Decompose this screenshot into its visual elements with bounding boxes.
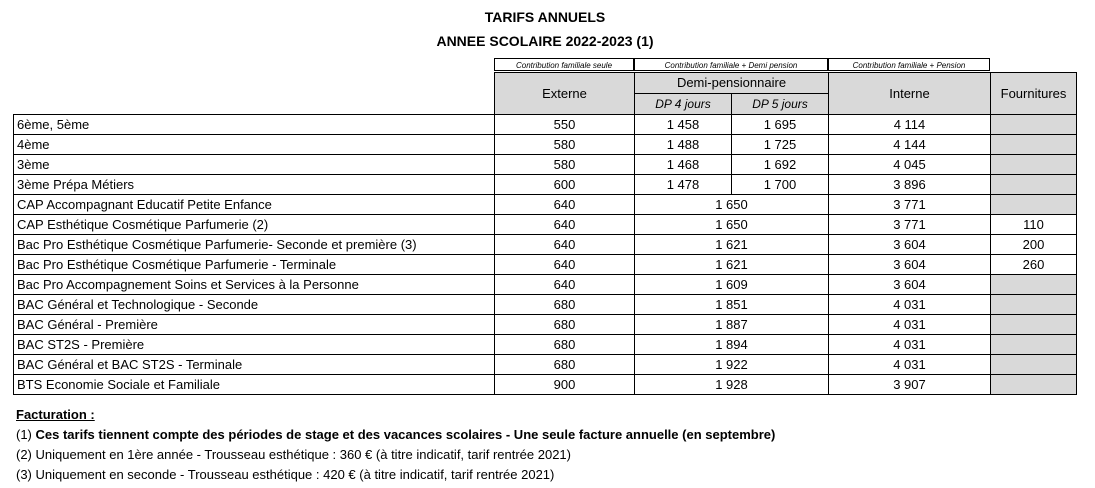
header-fournitures: Fournitures (991, 73, 1077, 115)
cell-dp-4-jours: 1 458 (635, 115, 732, 135)
cell-demi-pension: 1 851 (635, 295, 829, 315)
cell-fournitures (991, 115, 1077, 135)
cell-dp-5-jours: 1 692 (732, 155, 829, 175)
table-row (14, 315, 1077, 335)
cell-dp-5-jours: 1 725 (732, 135, 829, 155)
note-1 (16, 425, 775, 445)
cell-fournitures (991, 275, 1077, 295)
cell-fournitures (991, 355, 1077, 375)
subheader-interne: Contribution familiale + Pension (828, 58, 990, 71)
cell-demi-pension: 1 928 (635, 375, 829, 395)
cell-externe: 550 (495, 115, 635, 135)
header-demi-pensionnaire: Demi-pensionnaire (635, 73, 829, 94)
cell-externe: 680 (495, 355, 635, 375)
header-spacer (14, 73, 495, 115)
header-interne: Interne (829, 73, 991, 115)
title-line-2: ANNEE SCOLAIRE 2022-2023 (1) (436, 33, 654, 49)
header-dp-5-jours: DP 5 jours (732, 94, 829, 115)
cell-fournitures: 200 (991, 235, 1077, 255)
cell-interne: 4 031 (829, 315, 991, 335)
cell-interne: 4 114 (829, 115, 991, 135)
cell-externe: 680 (495, 295, 635, 315)
row-label: BAC ST2S - Première (14, 335, 495, 355)
cell-externe: 900 (495, 375, 635, 395)
cell-fournitures (991, 375, 1077, 395)
header-dp-4-jours: DP 4 jours (635, 94, 732, 115)
table-body (14, 115, 1077, 395)
cell-demi-pension: 1 621 (635, 255, 829, 275)
cell-externe: 580 (495, 155, 635, 175)
cell-dp-4-jours: 1 488 (635, 135, 732, 155)
header-externe: Externe (495, 73, 635, 115)
cell-demi-pension: 1 887 (635, 315, 829, 335)
cell-externe: 640 (495, 235, 635, 255)
table-row (14, 355, 1077, 375)
cell-fournitures (991, 135, 1077, 155)
row-label: 6ème, 5ème (14, 115, 495, 135)
row-label: CAP Accompagnant Educatif Petite Enfance (14, 195, 495, 215)
cell-fournitures (991, 155, 1077, 175)
table-row (14, 255, 1077, 275)
cell-dp-5-jours: 1 695 (732, 115, 829, 135)
row-label: CAP Esthétique Cosmétique Parfumerie (2) (14, 215, 495, 235)
cell-externe: 640 (495, 195, 635, 215)
cell-fournitures (991, 195, 1077, 215)
row-label: 4ème (14, 135, 495, 155)
cell-interne: 3 896 (829, 175, 991, 195)
notes-heading: Facturation : (16, 407, 95, 422)
cell-interne: 3 604 (829, 255, 991, 275)
cell-interne: 3 907 (829, 375, 991, 395)
row-label: 3ème Prépa Métiers (14, 175, 495, 195)
cell-fournitures (991, 175, 1077, 195)
cell-demi-pension: 1 621 (635, 235, 829, 255)
cell-externe: 680 (495, 315, 635, 335)
note-1-text: Ces tarifs tiennent compte des périodes de stage et des vacances scolaires - Une seule facture annuelle (en septembre) (35, 427, 776, 442)
tariffs-table (13, 72, 1077, 395)
cell-demi-pension: 1 609 (635, 275, 829, 295)
row-label: Bac Pro Esthétique Cosmétique Parfumerie - Terminale (14, 255, 495, 275)
cell-interne: 4 031 (829, 335, 991, 355)
cell-demi-pension: 1 894 (635, 335, 829, 355)
cell-interne: 4 031 (829, 295, 991, 315)
cell-interne: 3 771 (829, 195, 991, 215)
cell-externe: 640 (495, 215, 635, 235)
cell-interne: 4 144 (829, 135, 991, 155)
table-row (14, 215, 1077, 235)
table-row (14, 115, 1077, 135)
billing-notes (16, 405, 775, 485)
row-label: BAC Général et Technologique - Seconde (14, 295, 495, 315)
title-line-1: TARIFS ANNUELS (484, 9, 606, 25)
cell-fournitures (991, 315, 1077, 335)
row-label: BAC Général - Première (14, 315, 495, 335)
cell-externe: 600 (495, 175, 635, 195)
subheader-externe: Contribution familiale seule (494, 58, 634, 71)
table-row (14, 375, 1077, 395)
cell-fournitures (991, 335, 1077, 355)
cell-fournitures (991, 295, 1077, 315)
cell-fournitures: 110 (991, 215, 1077, 235)
row-label: BTS Economie Sociale et Familiale (14, 375, 495, 395)
note-3: (3) Uniquement en seconde - Trousseau esthétique : 420 € (à titre indicatif, tarif rentrée 2021) (16, 467, 555, 482)
cell-interne: 4 031 (829, 355, 991, 375)
cell-dp-4-jours: 1 478 (635, 175, 732, 195)
row-label: Bac Pro Esthétique Cosmétique Parfumerie- Seconde et première (3) (14, 235, 495, 255)
row-label: BAC Général et BAC ST2S - Terminale (14, 355, 495, 375)
cell-fournitures: 260 (991, 255, 1077, 275)
note-2: (2) Uniquement en 1ère année - Trousseau esthétique : 360 € (à titre indicatif, tarif rentrée 2021) (16, 447, 571, 462)
table-row (14, 275, 1077, 295)
table-row (14, 235, 1077, 255)
cell-dp-5-jours: 1 700 (732, 175, 829, 195)
cell-externe: 640 (495, 275, 635, 295)
cell-demi-pension: 1 922 (635, 355, 829, 375)
table-row (14, 155, 1077, 175)
cell-interne: 4 045 (829, 155, 991, 175)
row-label: Bac Pro Accompagnement Soins et Services à la Personne (14, 275, 495, 295)
cell-externe: 580 (495, 135, 635, 155)
table-row (14, 175, 1077, 195)
table-row (14, 335, 1077, 355)
table-row (14, 195, 1077, 215)
row-label: 3ème (14, 155, 495, 175)
note-1-prefix: (1) (16, 427, 36, 442)
cell-interne: 3 604 (829, 235, 991, 255)
cell-demi-pension: 1 650 (635, 215, 829, 235)
cell-dp-4-jours: 1 468 (635, 155, 732, 175)
cell-externe: 680 (495, 335, 635, 355)
cell-externe: 640 (495, 255, 635, 275)
table-row (14, 295, 1077, 315)
cell-interne: 3 771 (829, 215, 991, 235)
table-row (14, 135, 1077, 155)
cell-interne: 3 604 (829, 275, 991, 295)
cell-demi-pension: 1 650 (635, 195, 829, 215)
subheader-demi-pension: Contribution familiale + Demi pension (634, 58, 828, 71)
